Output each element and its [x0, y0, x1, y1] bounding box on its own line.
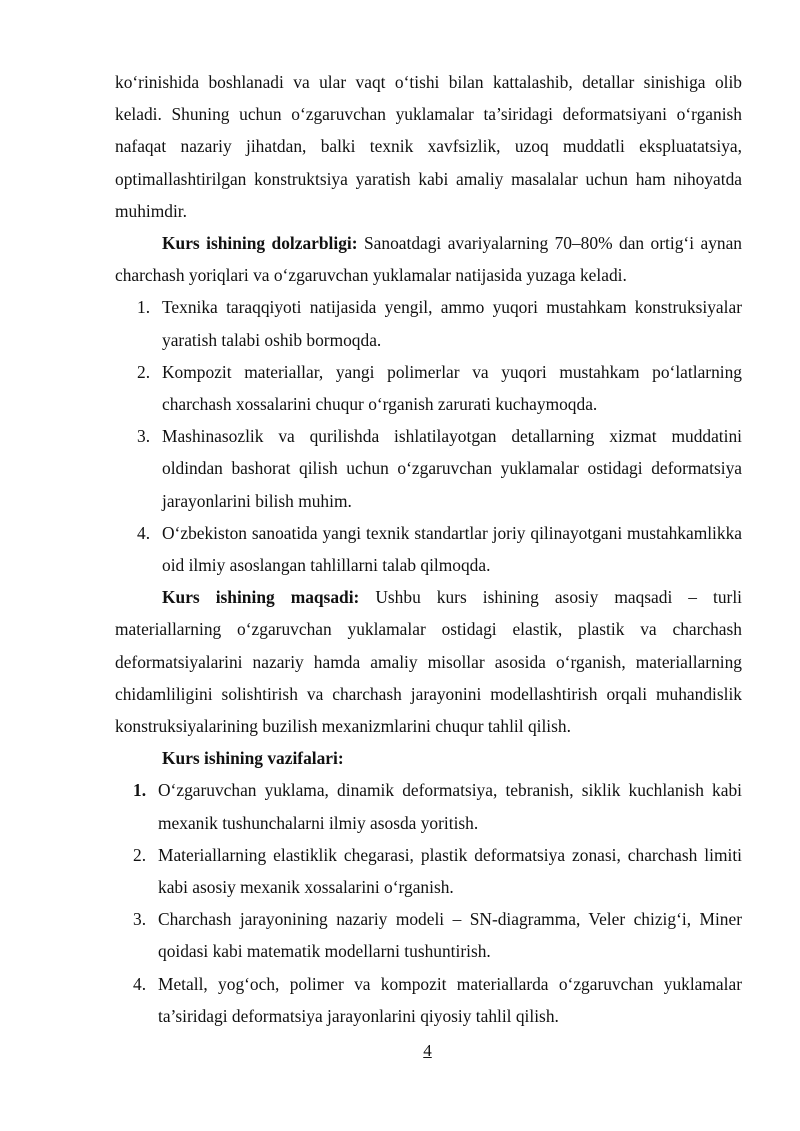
list-item	[115, 517, 742, 581]
intro-paragraph: ko‘rinishida boshlanadi va ular vaqt o‘tishi bilan kattalashib, detallar sinishiga olib keladi. Shuning uchun o‘zgaruvchan yuklamalar ta’siridagi deformatsiyani o‘rganish nafaqat nazariy jihatdan, balki texnik xavfsizlik, uzoq muddatli ekspluatatsiya, optimallashtirilgan konstruktsiya yaratish kabi amaliy masalalar uchun ham nihoyatda muhimdir.	[115, 72, 742, 221]
relevance-heading: Kurs ishining dolzarbligi:	[162, 233, 358, 254]
list-item-number: 4.	[137, 522, 151, 543]
list-item-number: 3.	[133, 909, 147, 930]
list-item-text: Metall, yog‘och, polimer va kompozit materiallarda o‘zgaruvchan yuklamalar ta’siridagi deformatsiya jarayonlarini qiyosiy tahlil qilish.	[158, 973, 742, 1026]
list-item-number: 1.	[137, 297, 151, 318]
page-number: 4	[423, 1041, 432, 1060]
list-item-number: 1.	[133, 780, 147, 801]
list-item-text: Charchash jarayonining nazariy modeli – SN-diagramma, Veler chizig‘i, Miner qoidasi kabi matematik modellarni tushuntirish.	[158, 909, 742, 962]
tasks-heading: Kurs ishining vazifalari:	[162, 748, 344, 769]
list-item	[115, 356, 742, 420]
list-item-text: Materiallarning elastiklik chegarasi, plastik deformatsiya zonasi, charchash limiti kabi asosiy mexanik xossalarini o‘rganish.	[158, 844, 742, 898]
relevance-list	[115, 291, 742, 581]
list-item	[115, 420, 742, 517]
list-item-number: 3.	[137, 426, 151, 447]
list-item-text: O‘zgaruvchan yuklama, dinamik deformatsiya, tebranish, siklik kuchlanish kabi mexanik tushunchalarni ilmiy asosda yoritish.	[158, 780, 742, 833]
list-item	[115, 968, 742, 1032]
list-item	[115, 839, 742, 903]
list-item	[115, 774, 742, 838]
list-item-text: O‘zbekiston sanoatida yangi texnik standartlar joriy qilinayotgani mustahkamlikka oid ilmiy asoslangan tahlillarni talab qilmoqda.	[162, 522, 742, 576]
tasks-list	[115, 774, 742, 1032]
page-content	[115, 66, 742, 1032]
list-item-number: 2.	[133, 844, 147, 865]
list-item-text: Texnika taraqqiyoti natijasida yengil, ammo yuqori mustahkam konstruksiyalar yaratish talabi oshib bormoqda.	[162, 297, 742, 350]
list-item-text: Kompozit materiallar, yangi polimerlar va yuqori mustahkam po‘latlarning charchash xossalarini chuqur o‘rganish zarurati kuchaymoqda.	[162, 361, 742, 415]
goal-text: Ushbu kurs ishining asosiy maqsadi – turli materiallarning o‘zgaruvchan yuklamalar ostidagi elastik, plastik va charchash deformatsiyalarini nazariy hamda amaliy misollar asosida o‘rganish, materiallarning chidamliligini solishtirish va charchash jarayonini modellashtirish orqali muhandislik konstruksiyalarining buzilish mexanizmlarini chuqur tahlil qilish.	[115, 587, 743, 737]
goal-heading: Kurs ishining maqsadi:	[162, 587, 360, 608]
list-item-text: Mashinasozlik va qurilishda ishlatilayotgan detallarning xizmat muddatini oldindan bashorat qilish uchun o‘zgaruvchan yuklamalar ostidagi deformatsiya jarayonlarini bilish muhim.	[162, 426, 742, 511]
list-item	[115, 291, 742, 355]
relevance-paragraph	[115, 227, 742, 291]
list-item-number: 4.	[133, 973, 147, 994]
relevance-text: Sanoatdagi avariyalarning 70–80% dan ortig‘i aynan charchash yoriqlari va o‘zgaruvchan yuklamalar natijasida yuzaga keladi.	[115, 233, 742, 286]
goal-paragraph	[115, 581, 742, 742]
list-item	[115, 903, 742, 967]
list-item-number: 2.	[137, 361, 151, 382]
